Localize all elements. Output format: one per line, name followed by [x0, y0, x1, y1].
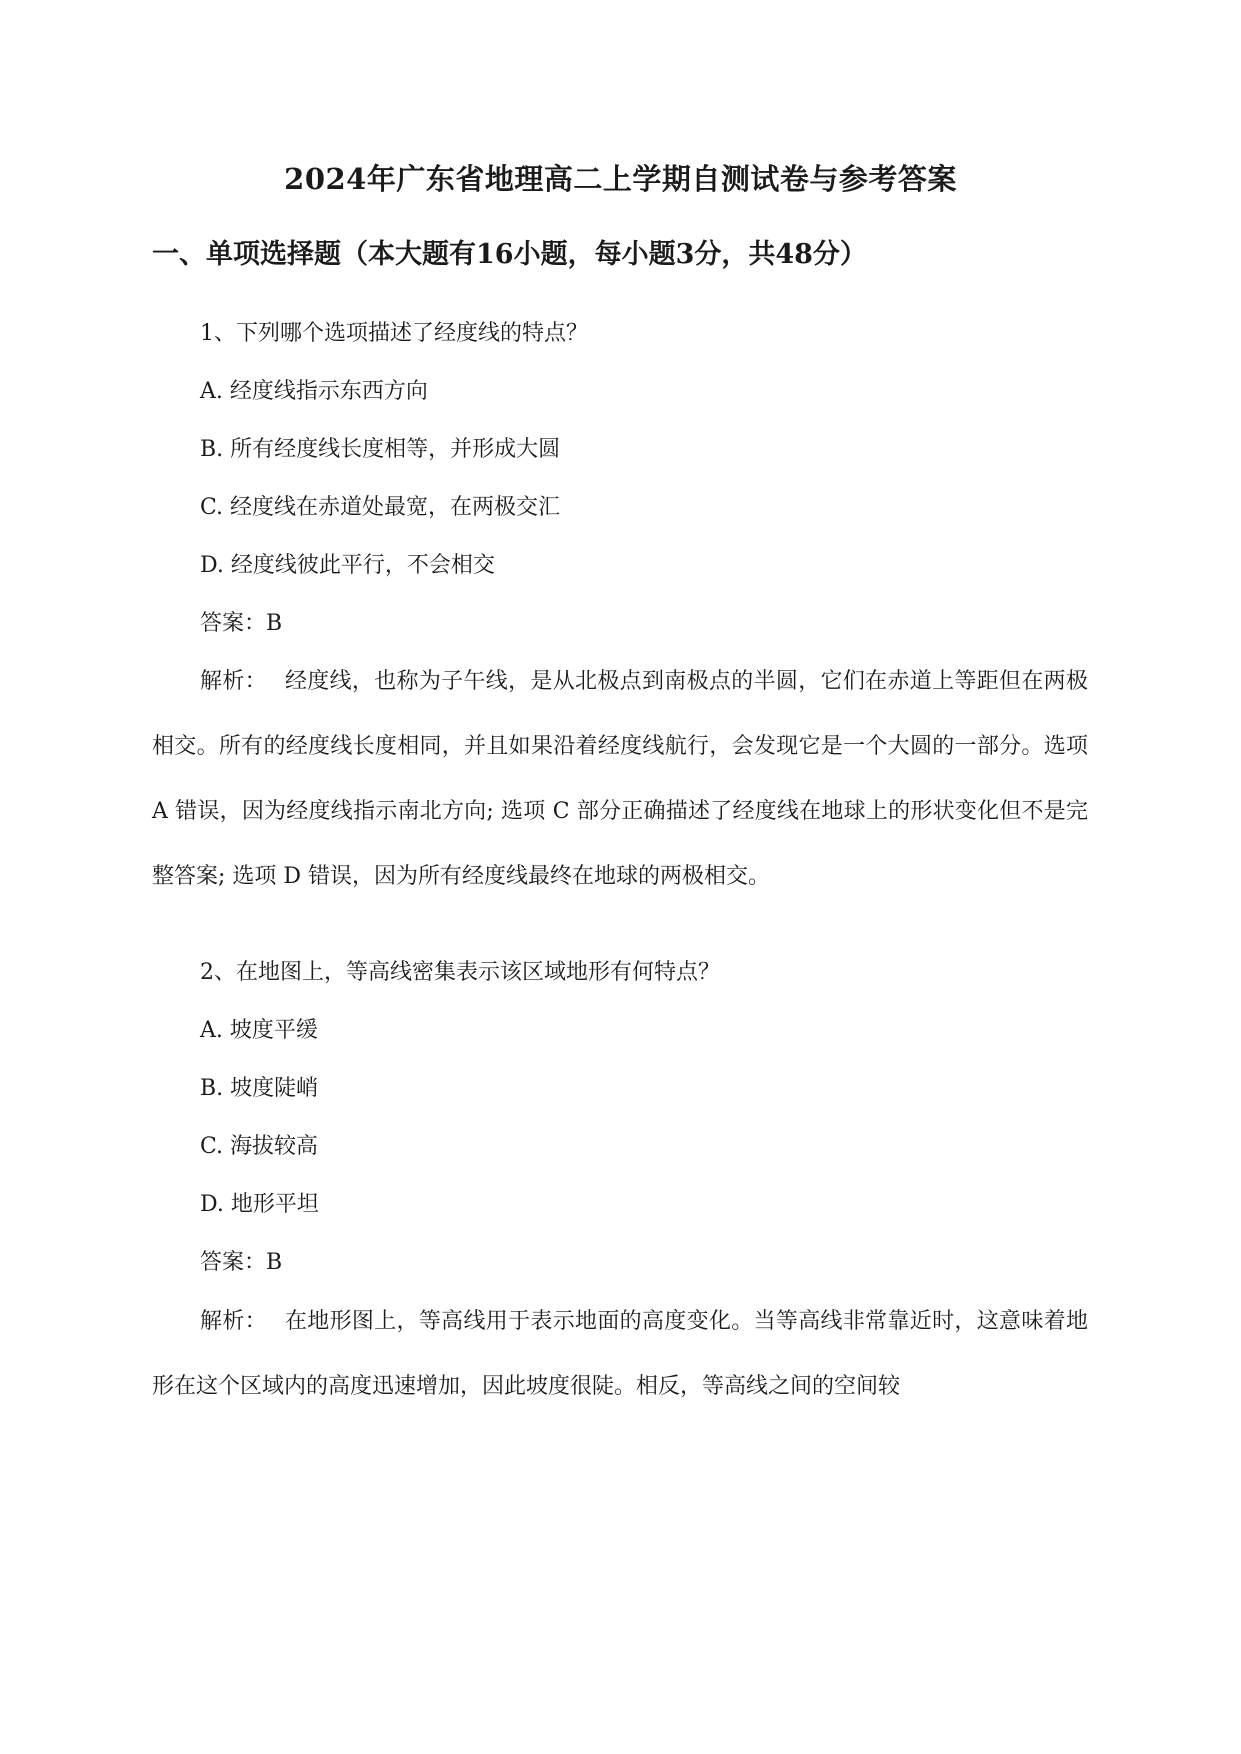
analysis-text: 在地形图上，等高线用于表示地面的高度变化。当等高线非常靠近时，这意味着地形在这个区域内的高度迅速增加，因此坡度很陡。相反，等高线之间的空间较 [152, 1309, 1088, 1399]
question-1-option-a: A. 经度线指示东西方向 [200, 379, 428, 404]
question-2-option-a: A. 坡度平缓 [200, 1018, 318, 1043]
analysis-label: 解析： [200, 669, 267, 694]
question-1-answer: 答案：B [200, 611, 283, 636]
question-2-stem: 2、在地图上，等高线密集表示该区域地形有何特点？ [200, 960, 720, 985]
document-title: 2024年广东省地理高二上学期自测试卷与参考答案 [284, 162, 957, 196]
question-2-answer: 答案：B [200, 1250, 283, 1275]
question-2-option-d: D. 地形平坦 [200, 1192, 319, 1217]
question-1-stem: 1、下列哪个选项描述了经度线的特点？ [200, 321, 588, 346]
question-1-option-b: B. 所有经度线长度相等，并形成大圆 [200, 437, 561, 462]
analysis-label: 解析： [200, 1309, 267, 1334]
question-2-analysis [152, 1289, 1088, 1419]
question-1-option-c: C. 经度线在赤道处最宽，在两极交汇 [200, 495, 561, 520]
analysis-text: 经度线，也称为子午线，是从北极点到南极点的半圆，它们在赤道上等距但在两极相交。所有的经度线长度相同，并且如果沿着经度线航行，会发现它是一个大圆的一部分。选项 A 错误，因为经度线指示南北方向; 选项 C 部分正确描述了经度线在地球上的形状变化但不是完整答案; 选项 D 错误，因为所有经度线最终在地球的两极相交。 [152, 669, 1088, 889]
section-heading: 一、单项选择题（本大题有16小题，每小题3分，共48分） [152, 239, 867, 270]
question-2-option-b: B. 坡度陡峭 [200, 1076, 319, 1101]
question-2-option-c: C. 海拔较高 [200, 1134, 319, 1159]
question-1-option-d: D. 经度线彼此平行，不会相交 [200, 553, 495, 578]
question-1-analysis [152, 649, 1088, 909]
